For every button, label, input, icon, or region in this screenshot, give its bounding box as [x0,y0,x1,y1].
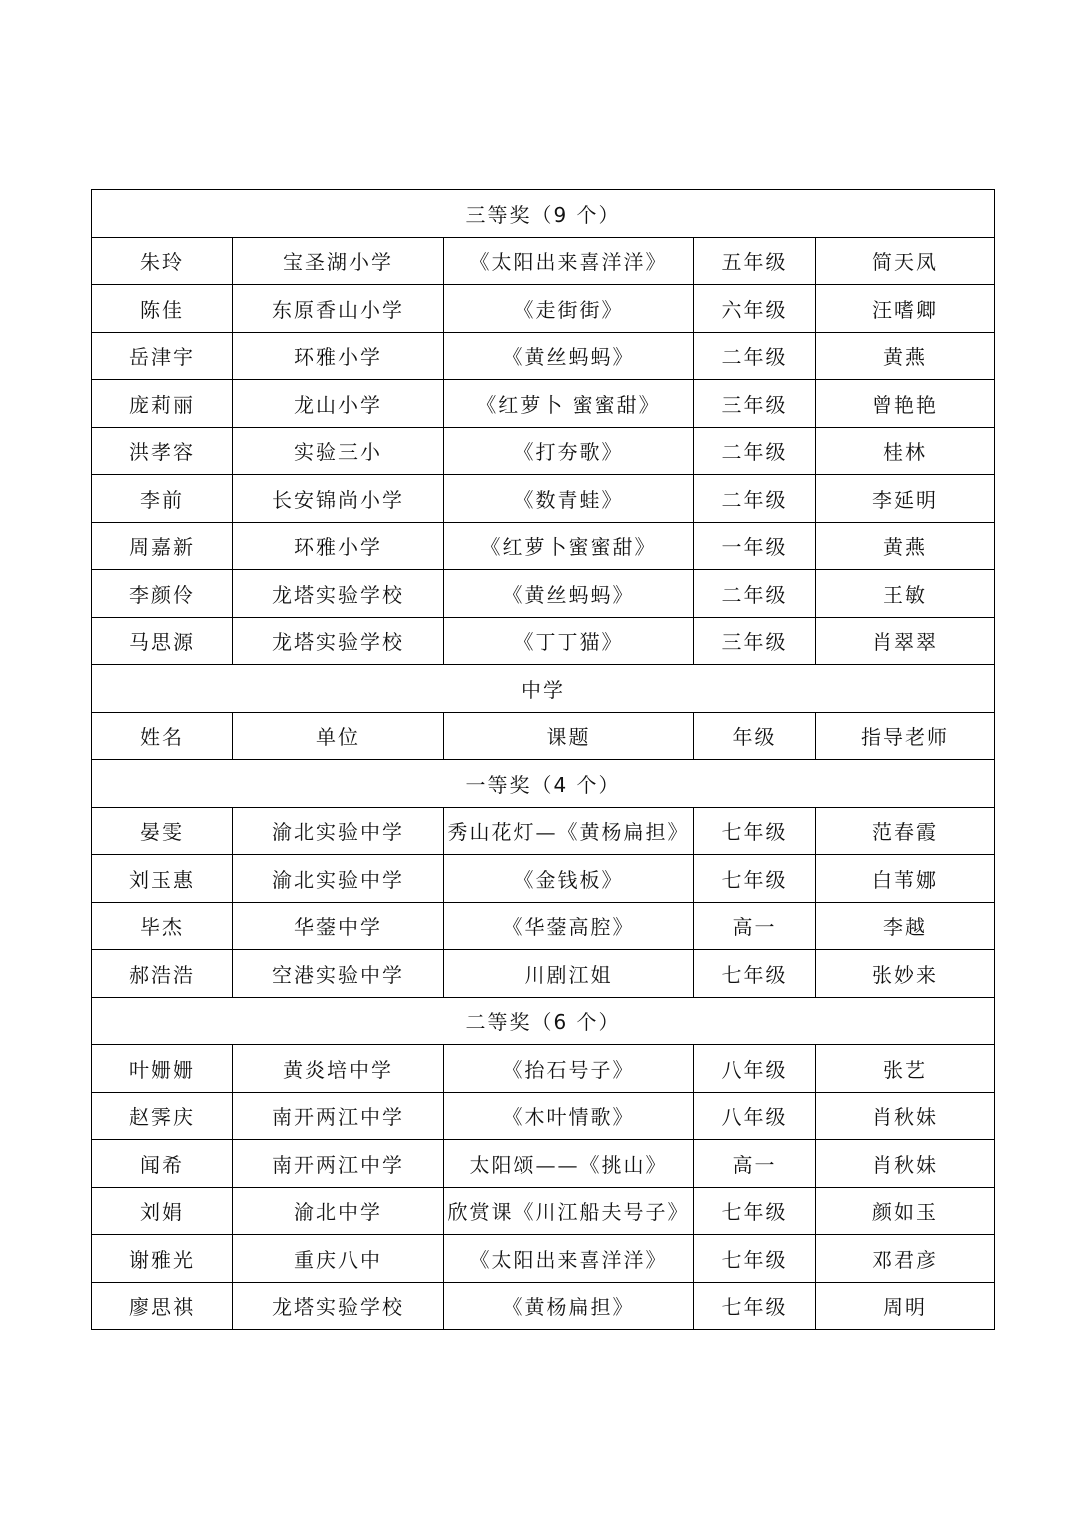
table-row [92,570,995,618]
cell-grade: 五年级 [694,237,816,285]
cell-unit: 南开两江中学 [233,1140,444,1188]
cell-grade: 七年级 [694,807,816,855]
cell-teacher: 黄燕 [816,332,995,380]
cell-grade: 高一 [694,902,816,950]
cell-unit: 空港实验中学 [233,950,444,998]
table-row [92,1187,995,1235]
cell-name: 刘玉惠 [92,855,233,903]
cell-name: 晏雯 [92,807,233,855]
cell-unit: 龙塔实验学校 [233,1282,444,1330]
second-prize-group [92,1045,995,1330]
cell-topic: 《丁丁猫》 [444,617,694,665]
cell-topic: 欣赏课《川江船夫号子》 [444,1187,694,1235]
header-row [92,712,995,760]
cell-unit: 渝北中学 [233,1187,444,1235]
cell-name: 叶姗姗 [92,1045,233,1093]
second-prize-title: 二等奖（6 个） [92,997,995,1045]
table-row [92,522,995,570]
cell-teacher: 李延明 [816,475,995,523]
third-prize-title: 三等奖（9 个） [92,190,995,238]
header-name: 姓名 [92,712,233,760]
cell-name: 洪孝容 [92,427,233,475]
cell-unit: 东原香山小学 [233,285,444,333]
first-prize-title: 一等奖（4 个） [92,760,995,808]
cell-name: 陈佳 [92,285,233,333]
cell-teacher: 曾艳艳 [816,380,995,428]
cell-grade: 七年级 [694,1235,816,1283]
cell-teacher: 张妙来 [816,950,995,998]
table-row [92,427,995,475]
cell-unit: 渝北实验中学 [233,855,444,903]
cell-name: 庞莉丽 [92,380,233,428]
cell-name: 周嘉新 [92,522,233,570]
table-row [92,1045,995,1093]
cell-teacher: 黄燕 [816,522,995,570]
cell-teacher: 周明 [816,1282,995,1330]
cell-topic: 《金钱板》 [444,855,694,903]
table-row [92,1092,995,1140]
cell-grade: 二年级 [694,475,816,523]
cell-name: 李颜伶 [92,570,233,618]
table-row [92,902,995,950]
cell-teacher: 张艺 [816,1045,995,1093]
cell-topic: 《红萝卜蜜蜜甜》 [444,522,694,570]
cell-name: 毕杰 [92,902,233,950]
cell-name: 朱玲 [92,237,233,285]
cell-grade: 七年级 [694,950,816,998]
cell-topic: 《数青蛙》 [444,475,694,523]
cell-grade: 七年级 [694,855,816,903]
table-row [92,617,995,665]
cell-grade: 三年级 [694,617,816,665]
cell-unit: 华蓥中学 [233,902,444,950]
cell-unit: 宝圣湖小学 [233,237,444,285]
cell-topic: 《太阳出来喜洋洋》 [444,237,694,285]
cell-teacher: 肖翠翠 [816,617,995,665]
cell-topic: 《木叶情歌》 [444,1092,694,1140]
section-row [92,190,995,238]
awards-table [91,189,995,1330]
cell-topic: 《黄丝蚂蚂》 [444,332,694,380]
table-row [92,237,995,285]
cell-topic: 川剧江姐 [444,950,694,998]
cell-name: 赵霁庆 [92,1092,233,1140]
cell-grade: 二年级 [694,570,816,618]
cell-teacher: 邓君彦 [816,1235,995,1283]
cell-teacher: 肖秋妹 [816,1092,995,1140]
cell-grade: 七年级 [694,1282,816,1330]
table-row [92,380,995,428]
third-prize-group [92,237,995,665]
cell-unit: 环雅小学 [233,332,444,380]
cell-unit: 实验三小 [233,427,444,475]
table-row [92,807,995,855]
cell-name: 郝浩浩 [92,950,233,998]
cell-grade: 六年级 [694,285,816,333]
cell-unit: 龙塔实验学校 [233,570,444,618]
cell-grade: 八年级 [694,1092,816,1140]
section-row [92,665,995,713]
cell-grade: 八年级 [694,1045,816,1093]
cell-unit: 龙山小学 [233,380,444,428]
cell-unit: 龙塔实验学校 [233,617,444,665]
cell-topic: 《黄丝蚂蚂》 [444,570,694,618]
header-unit: 单位 [233,712,444,760]
cell-name: 李前 [92,475,233,523]
cell-unit: 渝北实验中学 [233,807,444,855]
cell-topic: 太阳颂——《挑山》 [444,1140,694,1188]
section-row [92,760,995,808]
cell-teacher: 李越 [816,902,995,950]
cell-name: 马思源 [92,617,233,665]
first-prize-group [92,807,995,997]
header-topic: 课题 [444,712,694,760]
cell-unit: 长安锦尚小学 [233,475,444,523]
table-row [92,950,995,998]
cell-unit: 重庆八中 [233,1235,444,1283]
header-teacher: 指导老师 [816,712,995,760]
cell-topic: 《走街街》 [444,285,694,333]
cell-grade: 二年级 [694,332,816,380]
cell-name: 闻希 [92,1140,233,1188]
table-row [92,1282,995,1330]
cell-topic: 《华蓥高腔》 [444,902,694,950]
cell-unit: 环雅小学 [233,522,444,570]
cell-teacher: 桂林 [816,427,995,475]
cell-topic: 《太阳出来喜洋洋》 [444,1235,694,1283]
cell-teacher: 王敏 [816,570,995,618]
cell-name: 刘娟 [92,1187,233,1235]
header-grade: 年级 [694,712,816,760]
cell-grade: 二年级 [694,427,816,475]
cell-unit: 南开两江中学 [233,1092,444,1140]
cell-unit: 黄炎培中学 [233,1045,444,1093]
table-row [92,1235,995,1283]
cell-topic: 秀山花灯—《黄杨扁担》 [444,807,694,855]
section-row [92,997,995,1045]
middle-school-title: 中学 [92,665,995,713]
cell-topic: 《打夯歌》 [444,427,694,475]
cell-name: 谢雅光 [92,1235,233,1283]
table-row [92,1140,995,1188]
table-row [92,855,995,903]
cell-teacher: 肖秋妹 [816,1140,995,1188]
table-row [92,332,995,380]
cell-grade: 七年级 [694,1187,816,1235]
cell-topic: 《红萝卜 蜜蜜甜》 [444,380,694,428]
cell-teacher: 颜如玉 [816,1187,995,1235]
cell-teacher: 白苇娜 [816,855,995,903]
cell-name: 岳津宇 [92,332,233,380]
cell-name: 廖思祺 [92,1282,233,1330]
cell-grade: 三年级 [694,380,816,428]
table-row [92,285,995,333]
cell-topic: 《黄杨扁担》 [444,1282,694,1330]
cell-teacher: 范春霞 [816,807,995,855]
cell-grade: 高一 [694,1140,816,1188]
table-row [92,475,995,523]
cell-topic: 《抬石号子》 [444,1045,694,1093]
cell-teacher: 简天凤 [816,237,995,285]
cell-teacher: 汪嗜卿 [816,285,995,333]
cell-grade: 一年级 [694,522,816,570]
